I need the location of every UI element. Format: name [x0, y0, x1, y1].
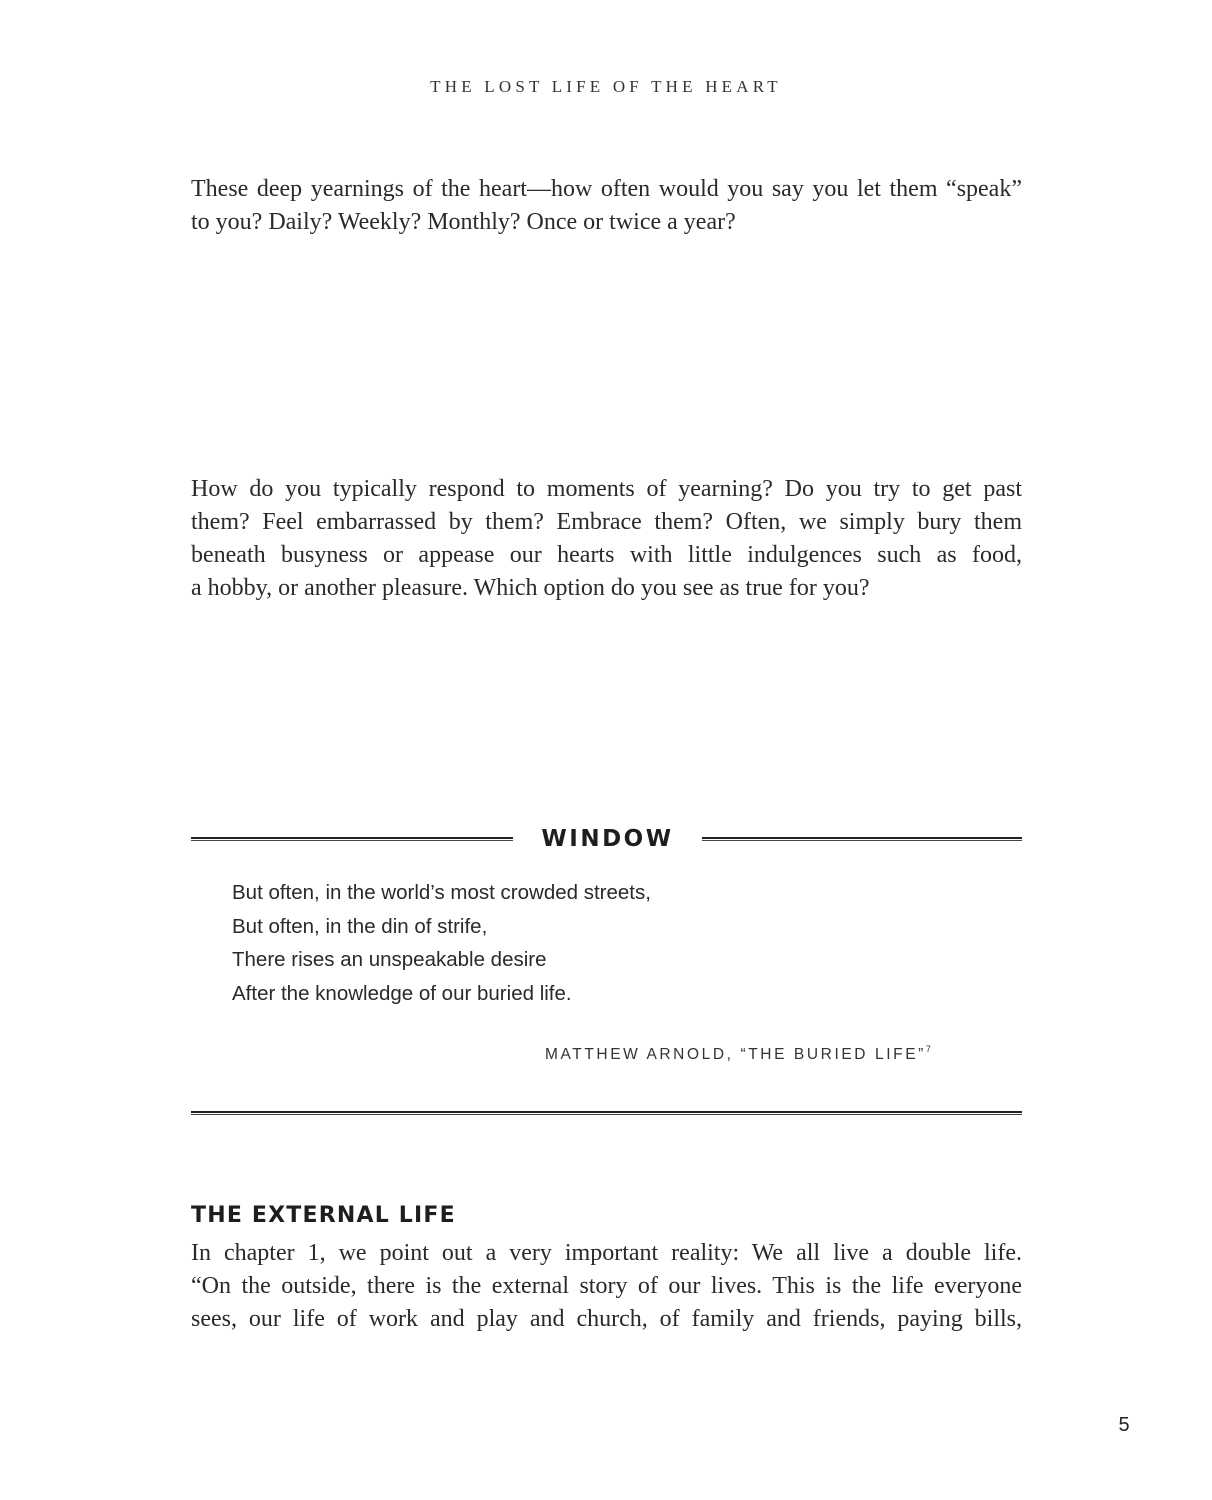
- header-rule-left: [191, 837, 513, 841]
- window-title: WINDOW: [541, 826, 674, 852]
- body-line: In chapter 1, we point out a very important reality: We all live a double life.: [191, 1240, 1022, 1266]
- poem-line: But often, in the din of strife,: [232, 914, 488, 938]
- question-2-line: them? Feel embarrassed by them? Embrace them? Often, we simply bury them: [191, 509, 1022, 535]
- reflection-question-2: [191, 473, 1022, 605]
- poem-quote: [232, 876, 651, 1010]
- attribution-text: MATTHEW ARNOLD, “THE BURIED LIFE”: [545, 1046, 926, 1063]
- window-sidebar-header: [191, 824, 1022, 854]
- question-2-line: beneath busyness or appease our hearts with little indulgences such as food,: [191, 542, 1022, 568]
- poem-line: After the knowledge of our buried life.: [232, 981, 572, 1005]
- question-2-line: a hobby, or another pleasure. Which option do you see as true for you?: [191, 575, 870, 601]
- reflection-question-1: [191, 173, 1022, 239]
- poem-attribution: [545, 1044, 931, 1064]
- section-heading: THE EXTERNAL LIFE: [191, 1203, 456, 1228]
- footnote-marker: 7: [925, 1044, 931, 1054]
- body-line: sees, our life of work and play and church, of family and friends, paying bills,: [191, 1306, 1022, 1332]
- window-bottom-rule: [191, 1111, 1022, 1115]
- question-2-line: How do you typically respond to moments of yearning? Do you try to get past: [191, 476, 1022, 502]
- question-1-line: to you? Daily? Weekly? Monthly? Once or twice a year?: [191, 209, 736, 235]
- question-1-line: These deep yearnings of the heart—how often would you say you let them “speak”: [191, 176, 1022, 202]
- poem-line: There rises an unspeakable desire: [232, 948, 547, 971]
- poem-line: But often, in the world’s most crowded streets,: [232, 881, 651, 904]
- body-line: “On the outside, there is the external story of our lives. This is the life everyone: [191, 1273, 1022, 1299]
- page-number: 5: [1118, 1414, 1130, 1436]
- body-paragraph: [191, 1237, 1022, 1336]
- running-head: THE LOST LIFE OF THE HEART: [430, 77, 782, 96]
- header-rule-right: [702, 837, 1022, 841]
